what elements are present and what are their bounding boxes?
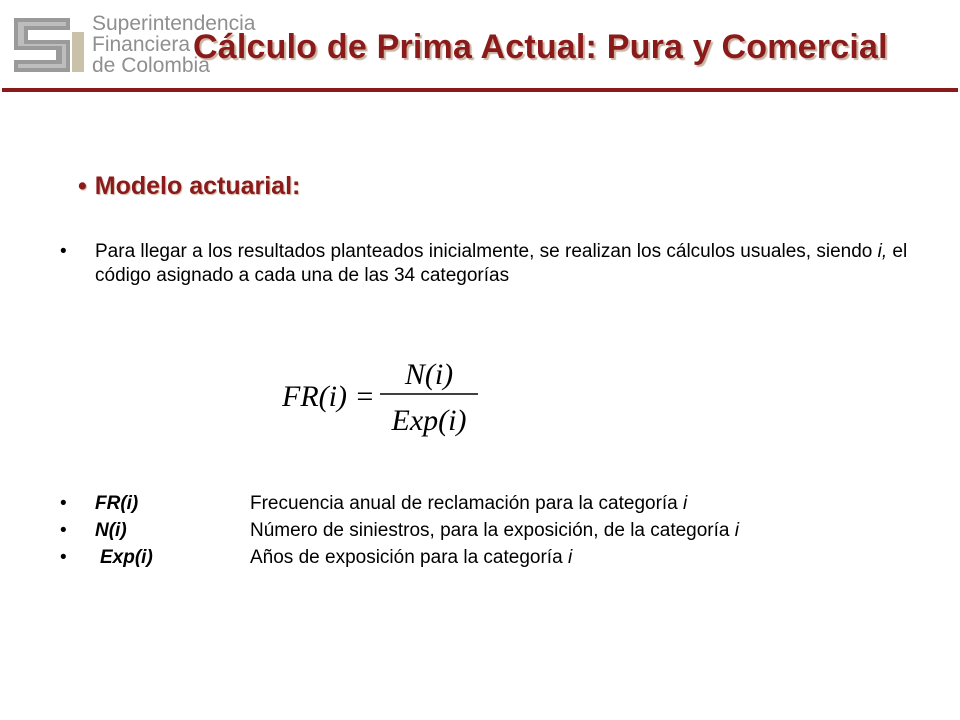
definition-variable: i [567, 547, 573, 568]
definition-symbol: FR(i) [95, 493, 139, 514]
frequency-formula [282, 358, 482, 438]
bullet-marker: • [60, 241, 67, 262]
formula-lhs: FR(i) = [282, 380, 375, 413]
bullet-marker: • [78, 172, 87, 200]
intro-paragraph [60, 240, 920, 288]
definition-text: Número de siniestros, para la exposición, de la categoría [250, 520, 730, 541]
intro-text-end: el código asignado a cada una de las 34 categorías [95, 241, 908, 286]
definition-text: Años de exposición para la categoría [250, 547, 563, 568]
intro-variable: i, [877, 241, 888, 262]
definition-symbol: Exp(i) [100, 547, 153, 568]
definition-variable: i [683, 493, 688, 514]
formula-numerator: N(i) [404, 358, 454, 391]
bullet-marker: • [60, 493, 67, 514]
slide-title: Cálculo de Prima Actual: Pura y Comercial [193, 28, 888, 66]
heading-bullet [78, 172, 300, 201]
definition-description [250, 544, 572, 571]
organization-line-2: Financiera [92, 33, 191, 56]
title-divider [2, 88, 958, 92]
superintendencia-logo [8, 12, 88, 76]
bullet-marker: • [60, 547, 67, 568]
formula-denominator: Exp(i) [391, 404, 467, 437]
organization-line-3: de Colombia [92, 54, 210, 77]
definition-description [250, 517, 739, 544]
definition-text: Frecuencia anual de reclamación para la categoría [250, 493, 678, 514]
organization-line-1: Superintendencia [92, 12, 256, 35]
definition-description [250, 490, 687, 517]
intro-paragraph-text [95, 240, 920, 288]
definition-symbol: N(i) [95, 520, 127, 541]
definition-variable: i [734, 520, 739, 541]
intro-text-start: Para llegar a los resultados planteados inicialmente, se realizan los cálculos usuales, siendo [95, 241, 873, 262]
heading-bullet-text: Modelo actuarial: [94, 172, 301, 200]
bullet-marker: • [60, 520, 67, 541]
